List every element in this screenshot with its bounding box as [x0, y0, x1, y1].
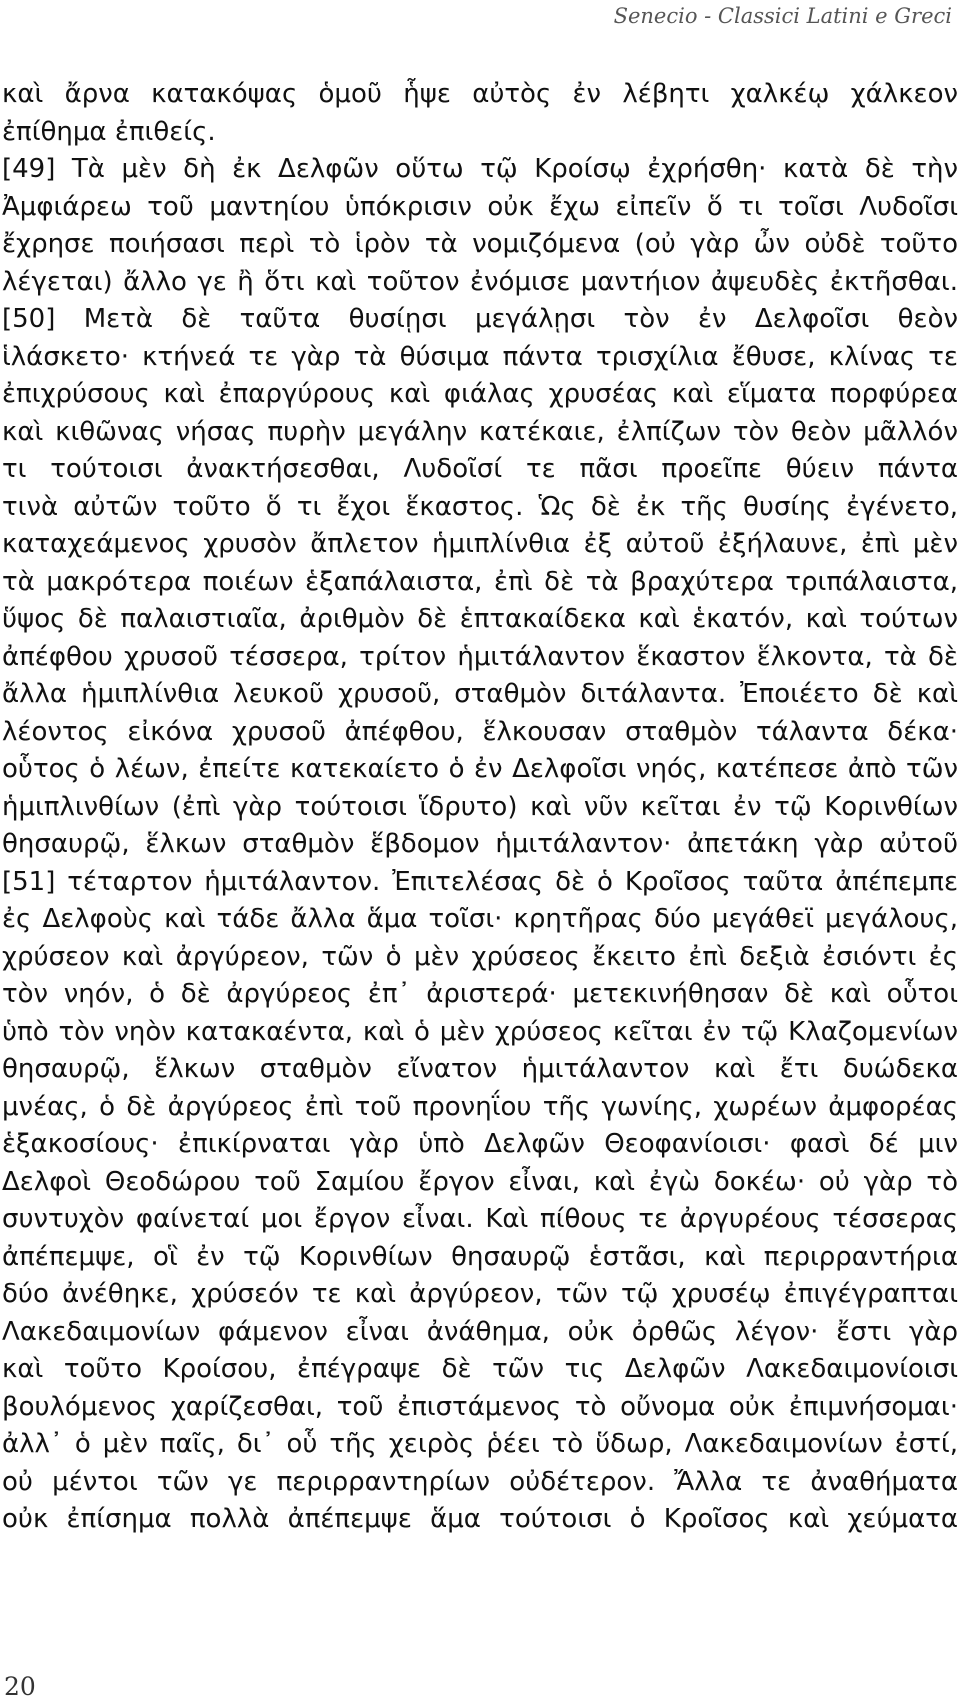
text-line: Ἀμφιάρεω τοῦ μαντηίου ὑπόκρισιν οὐκ ἔχω εἰπεῖν ὅ τι τοῖσι Λυδοῖσι — [2, 191, 958, 222]
text-line: συντυχὸν φαίνεταί μοι ἔργον εἶναι. Καὶ πίθους τε ἀργυρέους τέσσερας — [2, 1204, 958, 1234]
text-line: τινὰ αὐτῶν τοῦτο ὅ τι ἔχοι ἕκαστος. Ὡς δὲ ἐκ τῆς θυσίης ἐγένετο, — [2, 491, 958, 522]
text-line: ἀπέπεμψε, οἳ ἐν τῷ Κορινθίων θησαυρῷ ἑστᾶσι, καὶ περιρραντήρια — [2, 1241, 958, 1272]
text-line: Λακεδαιμονίων φάμενον εἶναι ἀνάθημα, οὐκ ὀρθῶς λέγον· ἔστι γὰρ — [2, 1316, 958, 1347]
text-line: θησαυρῷ, ἕλκων σταθμὸν εἴνατον ἡμιτάλαντον καὶ ἔτι δυώδεκα — [2, 1054, 958, 1084]
text-line: ἡμιπλινθίων (ἐπὶ γὰρ τούτοισι ἵδρυτο) καὶ νῦν κεῖται ἐν τῷ Κορινθίων — [2, 791, 958, 822]
text-line: χρύσεον καὶ ἀργύρεον, τῶν ὁ μὲν χρύσεος ἔκειτο ἐπὶ δεξιὰ ἐσιόντι ἐς — [2, 941, 958, 972]
text-line: ἱλάσκετο· κτήνεά τε γὰρ τὰ θύσιμα πάντα τρισχίλια ἔθυσε, κλίνας τε — [2, 341, 958, 372]
text-line: δύο ἀνέθηκε, χρύσεόν τε καὶ ἀργύρεον, τῶν τῷ χρυσέῳ ἐπιγέγραπται — [2, 1279, 958, 1309]
text-line: οὐ μέντοι τῶν γε περιρραντηρίων οὐδέτερον. Ἄλλα τε ἀναθήματα — [2, 1466, 958, 1497]
text-line: ἑξακοσίους· ἐπικίρναται γὰρ ὑπὸ Δελφῶν Θεοφανίοισι· φασὶ δέ μιν — [2, 1129, 958, 1159]
text-line: [51] τέταρτον ἡμιτάλαντον. Ἐπιτελέσας δὲ ὁ Κροῖσος ταῦτα ἀπέπεμπε — [2, 866, 958, 897]
text-line: ἀπέφθου χρυσοῦ τέσσερα, τρίτον ἡμιτάλαντον ἕκαστον ἕλκοντα, τὰ δὲ — [2, 641, 958, 672]
text-line: ὑπὸ τὸν νηὸν κατακαέντα, καὶ ὁ μὲν χρύσεος κεῖται ἐν τῷ Κλαζομενίων — [2, 1016, 958, 1047]
text-line: καὶ τοῦτο Κροίσου, ἐπέγραψε δὲ τῶν τις Δελφῶν Λακεδαιμονίοισι — [2, 1354, 958, 1384]
text-line: οὗτος ὁ λέων, ἐπείτε κατεκαίετο ὁ ἐν Δελφοῖσι νηός, κατέπεσε ἀπὸ τῶν — [2, 754, 958, 784]
text-line: ἐπίθημα ἐπιθείς. — [2, 116, 216, 147]
text-line: ἐπιχρύσους καὶ ἐπαργύρους καὶ φιάλας χρυσέας καὶ εἵματα πορφύρεα — [2, 379, 958, 409]
text-line: τὸν νηόν, ὁ δὲ ἀργύρεος ἐπ᾽ ἀριστερά· μετεκινήθησαν δὲ καὶ οὗτοι — [2, 979, 958, 1009]
running-header: Senecio - Classici Latini e Greci — [613, 4, 952, 28]
text-line: [50] Μετὰ δὲ ταῦτα θυσίῃσι μεγάλῃσι τὸν ἐν Δελφοῖσι θεὸν — [2, 304, 958, 334]
page-number: 20 — [4, 1672, 36, 1701]
text-line: καταχεάμενος χρυσὸν ἄπλετον ἡμιπλίνθια ἐξ αὐτοῦ ἐξήλαυνε, ἐπὶ μὲν — [2, 529, 958, 559]
text-line: λέοντος εἰκόνα χρυσοῦ ἀπέφθου, ἕλκουσαν σταθμὸν τάλαντα δέκα· — [2, 716, 958, 747]
text-line: οὐκ ἐπίσημα πολλὰ ἀπέπεμψε ἅμα τούτοισι ὁ Κροῖσος καὶ χεύματα — [2, 1504, 958, 1534]
text-line: τι τούτοισι ἀνακτήσεσθαι, Λυδοῖσί τε πᾶσι προεῖπε θύειν πάντα — [2, 454, 958, 484]
text-line: ἄλλα ἡμιπλίνθια λευκοῦ χρυσοῦ, σταθμὸν διτάλαντα. Ἐποιέετο δὲ καὶ — [2, 679, 958, 709]
text-line: λέγεται) ἄλλο γε ἢ ὅτι καὶ τοῦτον ἐνόμισε μαντήιον ἀψευδὲς ἐκτῆσθαι. — [2, 266, 958, 297]
text-line: ἐς Δελφοὺς καὶ τάδε ἄλλα ἅμα τοῖσι· κρητῆρας δύο μεγάθεϊ μεγάλους, — [2, 904, 958, 934]
text-line: βουλόμενος χαρίζεσθαι, τοῦ ἐπιστάμενος τὸ οὔνομα οὐκ ἐπιμνήσομαι· — [2, 1391, 958, 1422]
greek-text-body — [2, 76, 958, 1539]
text-line: Δελφοὶ Θεοδώρου τοῦ Σαμίου ἔργον εἶναι, καὶ ἐγὼ δοκέω· οὐ γὰρ τὸ — [2, 1166, 958, 1197]
text-line: ἀλλ᾽ ὁ μὲν παῖς, δι᾽ οὗ τῆς χειρὸς ῥέει τὸ ὕδωρ, Λακεδαιμονίων ἐστί, — [2, 1429, 958, 1459]
text-line: καὶ ἄρνα κατακόψας ὁμοῦ ἧψε αὐτὸς ἐν λέβητι χαλκέῳ χάλκεον — [2, 79, 958, 109]
text-line: ἔχρησε ποιήσασι περὶ τὸ ἱρὸν τὰ νομιζόμενα (οὐ γὰρ ὦν οὐδὲ τοῦτο — [2, 229, 958, 259]
text-line: μνέας, ὁ δὲ ἀργύρεος ἐπὶ τοῦ προνηΐου τῆς γωνίης, χωρέων ἀμφορέας — [2, 1091, 958, 1122]
text-line: ὕψος δὲ παλαιστιαῖα, ἀριθμὸν δὲ ἑπτακαίδεκα καὶ ἑκατόν, καὶ τούτων — [2, 604, 958, 634]
text-line: θησαυρῷ, ἕλκων σταθμὸν ἕβδομον ἡμιτάλαντον· ἀπετάκη γὰρ αὐτοῦ — [2, 829, 958, 859]
text-line: τὰ μακρότερα ποιέων ἑξαπάλαιστα, ἐπὶ δὲ τὰ βραχύτερα τριπάλαιστα, — [2, 566, 958, 597]
text-line: [49] Τὰ μὲν δὴ ἐκ Δελφῶν οὕτω τῷ Κροίσῳ ἐχρήσθη· κατὰ δὲ τὴν — [2, 154, 958, 184]
text-line: καὶ κιθῶνας νήσας πυρὴν μεγάλην κατέκαιε, ἐλπίζων τὸν θεὸν μᾶλλόν — [2, 416, 958, 447]
